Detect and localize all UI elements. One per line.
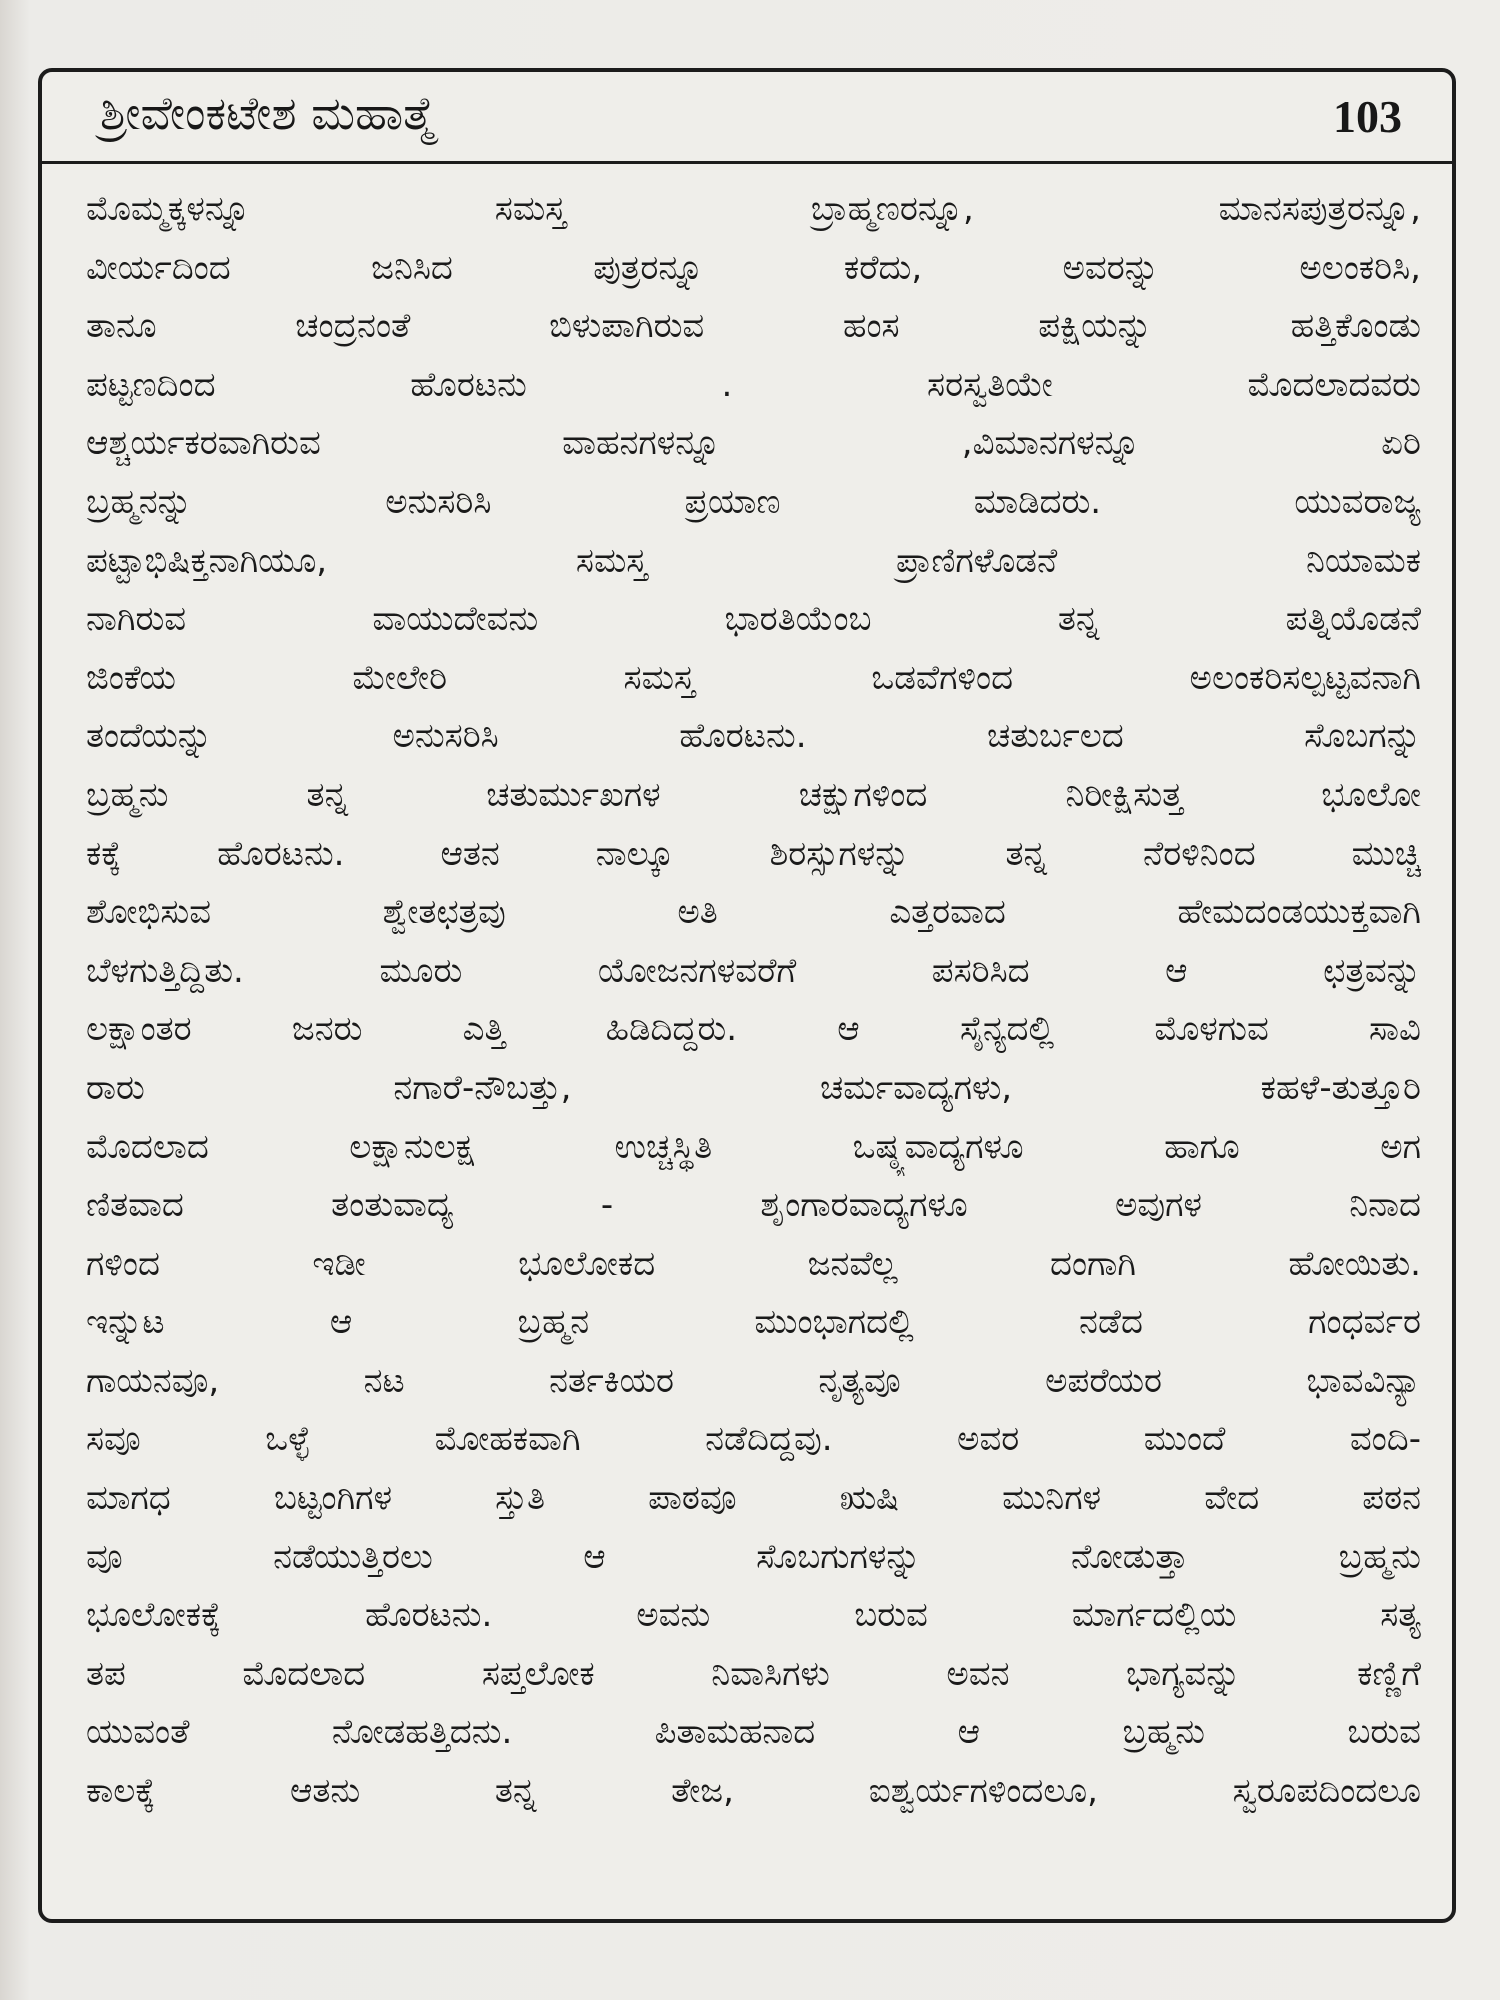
text-line: ಸವೂ ಒಳ್ಳೆ ಮೋಹಕವಾಗಿ ನಡೆದಿದ್ದವು. ಅವರ ಮುಂದೆ ವಂದಿ- bbox=[86, 1419, 1421, 1460]
text-line: ಮಾಗಧ ಬಟ್ಟಂಗಿಗಳ ಸ್ತುತಿ ಪಾಠವೂ ಋಷಿ ಮುನಿಗಳ ವೇದ ಪಠನ bbox=[86, 1478, 1421, 1519]
text-line: ತಂದೆಯನ್ನು ಅನುಸರಿಸಿ ಹೊರಟನು. ಚತುರ್ಬಲದ ಸೊಬಗನ್ನು bbox=[86, 716, 1421, 757]
page-border-frame bbox=[38, 68, 1456, 1923]
text-line: ನಾಗಿರುವ ವಾಯುದೇವನು ಭಾರತಿಯೆಂಬ ತನ್ನ ಪತ್ನಿಯೊಡನೆ bbox=[86, 599, 1421, 640]
text-line: ಮೊದಲಾದ ಲಕ್ಷಾನುಲಕ್ಷ ಉಚ್ಚಸ್ಥಿತಿ ಒಷ್ಠ್ಯವಾದ್ಯಗಳೂ ಹಾಗೂ ಅಗ bbox=[86, 1126, 1421, 1167]
text-line: ಆಶ್ಚರ್ಯಕರವಾಗಿರುವ ವಾಹನಗಳನ್ನೂ ,ವಿಮಾನಗಳನ್ನೂ ಏರಿ bbox=[86, 423, 1421, 464]
text-line: ಪಟ್ಟಣದಿಂದ ಹೊರಟನು . ಸರಸ್ವತಿಯೇ ಮೊದಲಾದವರು bbox=[86, 364, 1421, 405]
text-line: ಲಕ್ಷಾಂತರ ಜನರು ಎತ್ತಿ ಹಿಡಿದಿದ್ದರು. ಆ ಸೈನ್ಯದಲ್ಲಿ ಮೊಳಗುವ ಸಾವಿ bbox=[86, 1009, 1421, 1050]
page-number: 103 bbox=[1333, 91, 1402, 142]
text-line: ಪಟ್ಟಾಭಿಷಿಕ್ತನಾಗಿಯೂ, ಸಮಸ್ತ ಪ್ರಾಣಿಗಳೊಡನೆ ನಿಯಾಮಕ bbox=[86, 540, 1421, 581]
text-line: ಗಾಯನವೂ, ನಟ ನರ್ತಕಿಯರ ನೃತ್ಯವೂ ಅಪರೆಯರ ಭಾವವಿನ್ಯಾ bbox=[86, 1360, 1421, 1401]
text-line: ತಾನೂ ಚಂದ್ರನಂತೆ ಬಿಳುಪಾಗಿರುವ ಹಂಸ ಪಕ್ಷಿಯನ್ನು ಹತ್ತಿಕೊಂಡು bbox=[86, 306, 1421, 347]
text-line: ವೂ ನಡೆಯುತ್ತಿರಲು ಆ ಸೊಬಗುಗಳನ್ನು ನೋಡುತ್ತಾ ಬ್ರಹ್ಮನು bbox=[86, 1536, 1421, 1577]
text-line: ಭೂಲೋಕಕ್ಕೆ ಹೊರಟನು. ಅವನು ಬರುವ ಮಾರ್ಗದಲ್ಲಿಯ ಸತ್ಯ bbox=[86, 1595, 1421, 1636]
text-line: ಶೋಭಿಸುವ ಶ್ವೇತಛತ್ರವು ಅತಿ ಎತ್ತರವಾದ ಹೇಮದಂಡಯುಕ್ತವಾಗಿ bbox=[86, 892, 1421, 933]
text-line: ಕಕ್ಕೆ ಹೊರಟನು. ಆತನ ನಾಲ್ಕೂ ಶಿರಸ್ಸುಗಳನ್ನು ತನ್ನ ನೆರಳಿನಿಂದ ಮುಚ್ಚಿ bbox=[86, 833, 1421, 874]
running-header-title: ಶ್ರೀವೇಂಕಟೇಶ ಮಹಾತ್ಮೆ bbox=[100, 86, 436, 140]
text-line: ರಾರು ನಗಾರೆ-ನೌಬತ್ತು, ಚರ್ಮವಾದ್ಯಗಳು, ಕಹಳೆ-ತುತ್ತೂರಿ bbox=[86, 1067, 1421, 1108]
text-line: ಜಿಂಕೆಯ ಮೇಲೇರಿ ಸಮಸ್ತ ಒಡವೆಗಳಿಂದ ಅಲಂಕರಿಸಲ್ಪಟ್ಟವನಾಗಿ bbox=[86, 657, 1421, 698]
text-line: ಬ್ರಹ್ಮನನ್ನು ಅನುಸರಿಸಿ ಪ್ರಯಾಣ ಮಾಡಿದರು. ಯುವರಾಜ್ಯ bbox=[86, 481, 1421, 522]
text-line: ಬ್ರಹ್ಮನು ತನ್ನ ಚತುರ್ಮುಖಗಳ ಚಕ್ಷುಗಳಿಂದ ನಿರೀಕ್ಷಿಸುತ್ತ ಭೂಲೋ bbox=[86, 774, 1421, 815]
text-line: ಮೊಮ್ಮಕ್ಕಳನ್ನೂ ಸಮಸ್ತ ಬ್ರಾಹ್ಮಣರನ್ನೂ, ಮಾನಸಪುತ್ರರನ್ನೂ, bbox=[86, 189, 1421, 229]
text-line: ತಪ ಮೊದಲಾದ ಸಪ್ತಲೋಕ ನಿವಾಸಿಗಳು ಅವನ ಭಾಗ್ಯವನ್ನು ಕಣ್ಣಿಗೆ bbox=[86, 1653, 1421, 1694]
text-line: ಬೆಳಗುತ್ತಿದ್ದಿತು. ಮೂರು ಯೋಜನಗಳವರೆಗೆ ಪಸರಿಸಿದ ಆ ಛತ್ರವನ್ನು bbox=[86, 950, 1421, 991]
text-line: ಣಿತವಾದ ತಂತುವಾದ್ಯ - ಶೃಂಗಾರವಾದ್ಯಗಳೂ ಅವುಗಳ ನಿನಾದ bbox=[86, 1185, 1421, 1226]
body-text bbox=[86, 180, 1421, 1821]
running-header bbox=[42, 72, 1452, 164]
text-line: ಗಳಿಂದ ಇಡೀ ಭೂಲೋಕದ ಜನವೆಲ್ಲ ದಂಗಾಗಿ ಹೋಯಿತು. bbox=[86, 1243, 1421, 1284]
text-line: ವೀರ್ಯದಿಂದ ಜನಿಸಿದ ಪುತ್ರರನ್ನೂ ಕರೆದು, ಅವರನ್ನು ಅಲಂಕರಿಸಿ, bbox=[86, 247, 1421, 288]
text-line: ಕಾಲಕ್ಕೆ ಆತನು ತನ್ನ ತೇಜ, ಐಶ್ವರ್ಯಗಳಿಂದಲೂ, ಸ್ವರೂಪದಿಂದಲೂ bbox=[86, 1771, 1421, 1812]
text-line: ಯುವಂತೆ ನೋಡಹತ್ತಿದನು. ಪಿತಾಮಹನಾದ ಆ ಬ್ರಹ್ಮನು ಬರುವ bbox=[86, 1712, 1421, 1753]
text-line: ಇನ್ನುಟ ಆ ಬ್ರಹ್ಮನ ಮುಂಭಾಗದಲ್ಲಿ ನಡೆದ ಗಂಧರ್ವರ bbox=[86, 1302, 1421, 1343]
